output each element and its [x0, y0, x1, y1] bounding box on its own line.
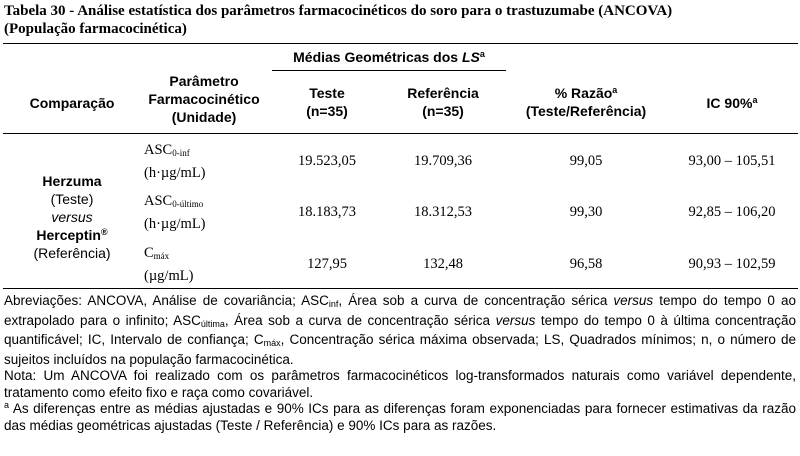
- header-rule: [3, 133, 798, 134]
- table-title: [4, 2, 796, 38]
- param-unit: (µg/mL): [144, 268, 194, 284]
- footnote-nota: Nota: Um ANCOVA foi realizado com os parâmetros farmacocinéticos log-transformados naturais como variável dependente, tratamento como efeito fixo e raça como covariável.: [4, 368, 796, 400]
- header-razao: [506, 84, 666, 120]
- table-row-2-referencia: 18.312,53: [414, 204, 472, 220]
- param-name: $ASC_{0-inf}$: [144, 142, 190, 158]
- header-medias-label: Médias Geométricas dos: [293, 49, 459, 65]
- table-footnotes: [4, 293, 796, 434]
- table-row-2-param: [144, 191, 274, 234]
- table-title-line-1: Tabela 30 - Análise estatística dos parâmetros farmacocinéticos do soro para o trastuzumabe (ANCOVA): [4, 3, 673, 19]
- comparison-referencia: (Referência): [33, 245, 111, 261]
- comparison-cell: [8, 172, 136, 262]
- table-row-2-ic: 92,85 – 106,20: [688, 204, 776, 220]
- comparison-herceptin: Herceptin®: [36, 227, 108, 243]
- param-name: $ASC_{0-último}$: [144, 193, 204, 209]
- param-name: $C_{máx}$: [144, 245, 170, 261]
- header-razao-sup: a: [612, 85, 618, 95]
- top-rule: [3, 43, 798, 44]
- table-row-1-ic: 93,00 – 105,51: [688, 153, 776, 169]
- table-row-3-ic: 90,93 – 102,59: [688, 256, 776, 272]
- table-row-2-teste: 18.183,73: [298, 204, 356, 220]
- table-row-3-teste: 127,95: [307, 256, 347, 272]
- header-razao-line-1: % Razão$^a$: [554, 85, 618, 101]
- header-referencia-line-1: Referência: [407, 85, 479, 101]
- body-rule: [3, 288, 798, 289]
- header-medias-ls: LS: [461, 49, 480, 65]
- medias-rule: [272, 70, 506, 71]
- table-row-1-razao: 99,05: [569, 153, 603, 169]
- header-referencia: [380, 84, 506, 120]
- header-razao-line-2: (Teste/Referência): [525, 103, 647, 119]
- table-row-1-teste: 19.523,05: [298, 153, 356, 169]
- comparison-versus: versus: [51, 209, 93, 225]
- header-parametro: [134, 72, 274, 126]
- table-row-3-param: [144, 243, 274, 286]
- header-parametro-line-1: Parâmetro: [169, 73, 239, 89]
- header-teste-line-2: (n=35): [306, 103, 348, 119]
- comparison-herzuma: Herzuma: [42, 173, 102, 189]
- param-subscript: 0-inf: [172, 148, 190, 158]
- header-teste: [272, 84, 382, 120]
- comparison-teste: (Teste): [50, 191, 94, 207]
- header-referencia-line-2: (n=35): [422, 103, 464, 119]
- table-row-3-referencia: 132,48: [423, 256, 463, 272]
- header-teste-line-1: Teste: [309, 85, 345, 101]
- header-ic-sup: a: [752, 95, 758, 105]
- param-unit: (h·µg/mL): [144, 165, 206, 181]
- table-row-3-razao: 96,58: [569, 256, 603, 272]
- table-row-1-param: [144, 140, 274, 183]
- table-row-2-razao: 99,30: [569, 204, 603, 220]
- header-ic: IC 90%$^a$: [706, 95, 758, 111]
- header-medias-geometricas: [272, 48, 506, 66]
- header-comparacao: Comparação: [29, 95, 115, 111]
- header-medias-sup: a: [479, 49, 485, 59]
- footnote-abbreviations: Abreviações: ANCOVA, Análise de covariância; $ASC_{inf}$, Área sob a curva de concentração sérica versus tempo do tempo 0 ao extrapolado para o infinito; $ASC_{última}$, Área sob a curva de concentração sérica versus tempo do tempo 0 à última concentração quantificável; IC, Intervalo de confiança; $C_{máx}$, Concentração sérica máxima observada; LS, Quadrados mínimos; n, o número de sujeitos incluídos na população farmacocinética.: [4, 293, 797, 367]
- param-subscript: 0-último: [172, 199, 204, 209]
- param-subscript: máx: [153, 251, 170, 261]
- header-parametro-line-3: (Unidade): [171, 109, 237, 125]
- param-unit: (h·µg/mL): [144, 216, 206, 232]
- table-title-line-2: (População farmacocinética): [4, 21, 187, 37]
- header-parametro-line-2: Farmacocinético: [148, 91, 260, 107]
- comparison-reg: ®: [100, 227, 108, 237]
- footnote-a: $^a$ As diferenças entre as médias ajustadas e 90% ICs para as diferenças foram exponenciadas para fornecer estimativas da razão das médias geométricas ajustadas (Teste / Referência) e 90% ICs para as razões.: [4, 400, 796, 433]
- table-row-1-referencia: 19.709,36: [414, 153, 472, 169]
